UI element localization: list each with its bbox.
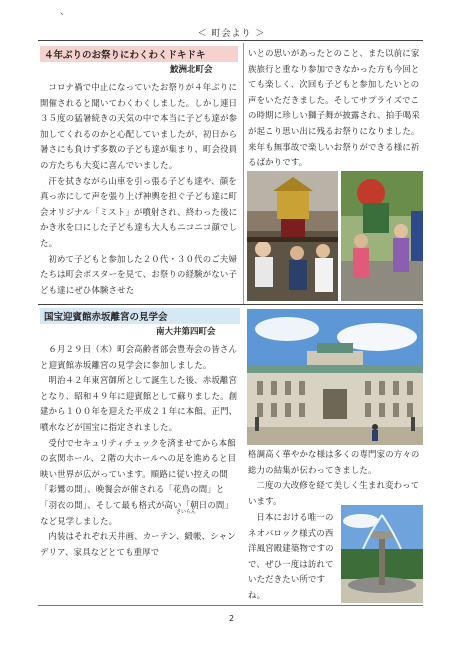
- paragraph: 汗を拭きながら山車を引っ張る子ども達や、顔を真っ赤にして声を張り上げ神輿を担ぐ子ども達に町会オリジナル「ミスト」が噴射され、終わった後にかき氷を口にした子ども達も大人もニコニコ顔でした。: [40, 175, 238, 248]
- article1-author: 鮫洲北町会: [170, 65, 213, 75]
- festival-mikoshi-photo: [247, 171, 338, 301]
- paragraph: ６月２９日（木）町会高齢者部会豊寿会の皆さんと迎賓館赤坂離宮の見学会に参加しました。: [40, 344, 238, 370]
- corner-mark: 、: [60, 7, 70, 17]
- article2-body-left: [40, 342, 239, 560]
- article1-title: ４年ぶりのお祭りにわくわくドキドキ: [40, 46, 238, 62]
- column-divider: [243, 43, 244, 305]
- ruby-annotation: さいらん: [176, 509, 197, 515]
- footer-rule: [38, 605, 423, 606]
- article2-body-right: [248, 447, 424, 509]
- paragraph: 内装はそれぞれ天井画、カーテン、緞帳、シャンデリア、家具などとても重厚で: [40, 531, 236, 557]
- article2-title: 国宝迎賓館赤坂離宮の見学会: [40, 308, 240, 324]
- article1-body-right: [248, 46, 424, 171]
- fountain-photo: [341, 505, 423, 603]
- festival-shishimai-photo: [341, 171, 423, 301]
- section-divider: [38, 304, 423, 305]
- article2-author: 南大井第四町会: [156, 327, 216, 337]
- paragraph: 二度の大改修を経て美しく生まれ変わっています。: [248, 480, 420, 506]
- article2-body-right-narrow: [248, 510, 338, 604]
- paragraph: 日本における唯一のネオバロック様式の西洋風宮殿建築物ですので、ぜひ一度は訪れていただきたい所ですね。: [248, 512, 334, 600]
- paragraph: 格調高く華やかな様は多くの専門家の方々の総力の結集が伝わってきました。: [248, 449, 420, 475]
- page-number: 2: [228, 614, 235, 623]
- paragraph: コロナ禍で中止になっていたお祭りが４年ぶりに開催されると聞いてわくわくしました。しかし連日３５度の猛暑続きの天気の中で本当に子ども達が参加してくれるのかと心配していましたが、初日から暑さにも負けず多数の子ども達が集まり、町会役員の方たちも大変に喜んでいました。: [40, 82, 238, 170]
- article1-body-left: [40, 80, 239, 298]
- akasaka-palace-photo: [247, 309, 423, 445]
- paragraph: 明治４２年東宮御所として誕生した後、赤坂離宮となり、昭和４９年に迎賓館として蘇りました。創建から１００年を迎えた平成２１年に本館、正門、噴水などが国宝に指定されました。: [40, 375, 238, 432]
- header-rule: [38, 40, 423, 41]
- paragraph: 受付でセキュリティチェックを済ませてから本館の玄関ホール、２階の大ホールへの足を進めると目映い世界が広がっています。順路に従い控えの間「彩鸞の間」、晩餐会が催される「花鳥の間」と「羽衣の間」、そして最も格式が高い「朝日の間」など見学しました。: [40, 437, 237, 526]
- paragraph: 初めて子どもと参加した２０代・３０代のご夫婦たちは町会ポスターを見て、お祭りの経験がない子ども達にぜひ体験させた: [40, 253, 238, 295]
- paragraph: いとの思いがあったとのこと、また以前に家族旅行と重なり参加できなかった方も今回とても楽しく、次回も子どもと参加したいとの声をいただきました。そしてサプライズでこの時期に珍しい獅子舞が披露され、拍手喝采が起こり思い出に残るお祭りになりました。来年も無事故で楽しいお祭りができる様に祈るばかりです。: [248, 48, 421, 168]
- section-header: ＜ 町会より ＞: [197, 29, 266, 39]
